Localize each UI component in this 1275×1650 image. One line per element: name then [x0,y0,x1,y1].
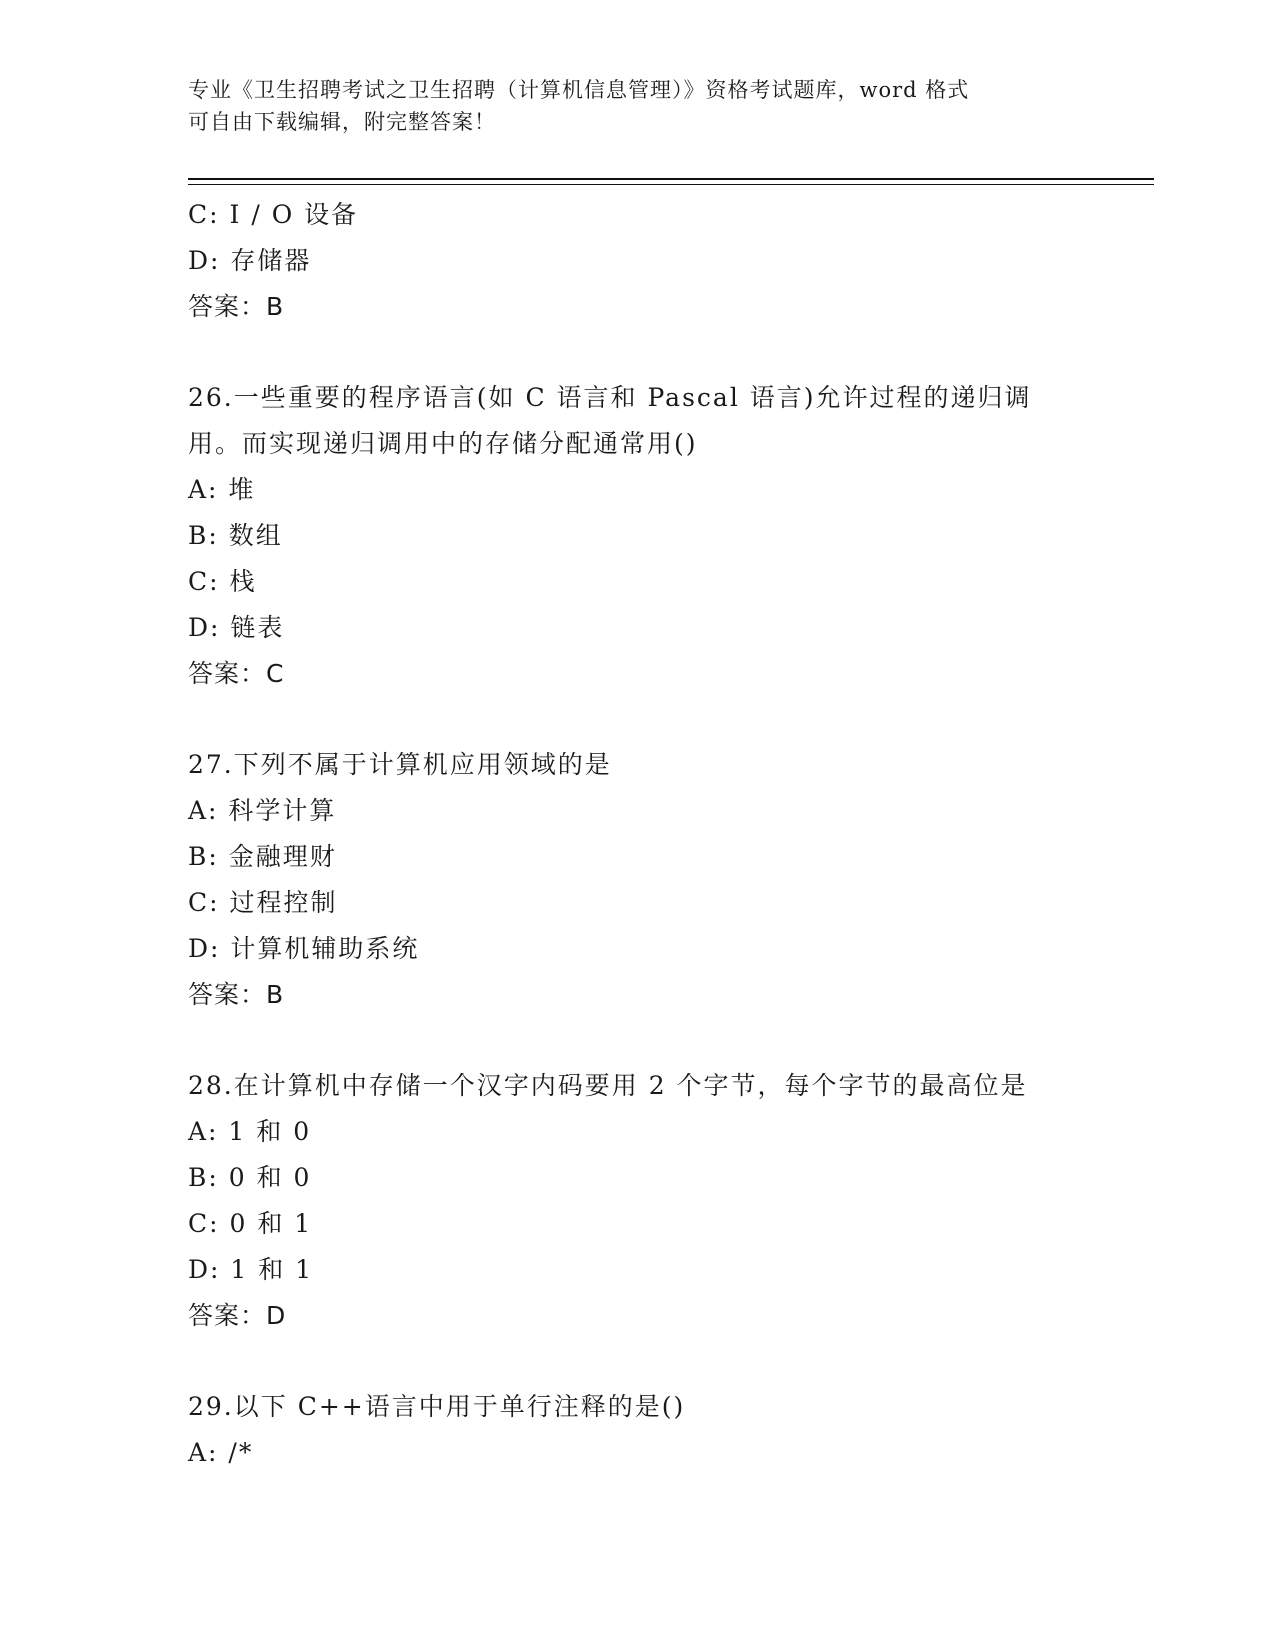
question-list [188,192,1088,1476]
question-29 [188,1384,1088,1476]
spacer [188,1018,1088,1063]
option-b: B: 0 和 0 [188,1163,312,1192]
question-26 [188,375,1088,697]
option-a: A: 堆 [188,475,256,504]
answer-line: 答案：C [188,659,285,688]
question-stem: 29.以下 C++语言中用于单行注释的是() [188,1392,686,1421]
header-divider [188,178,1154,185]
answer-line: 答案：D [188,1301,287,1330]
page-header [188,74,1088,138]
header-line-2: 可自由下载编辑，附完整答案！ [188,110,496,134]
option-b: B: 金融理财 [188,842,337,871]
spacer [188,1339,1088,1384]
question-stem: 26.一些重要的程序语言(如 C 语言和 Pascal 语言)允许过程的递归调 [188,383,1032,412]
question-stem: 28.在计算机中存储一个汉字内码要用 2 个字节，每个字节的最高位是 [188,1071,1028,1100]
spacer [188,330,1088,375]
spacer [188,697,1088,742]
answer-line: 答案：B [188,980,285,1009]
question-stem: 27.下列不属于计算机应用领域的是 [188,750,612,779]
option-c: C: 0 和 1 [188,1209,313,1238]
option-d: D: 存储器 [188,246,312,275]
answer-line: 答案：B [188,292,285,321]
option-a: A: /* [188,1438,254,1467]
option-c: C: I / O 设备 [188,200,359,229]
option-d: D: 计算机辅助系统 [188,934,420,963]
question-stem: 用。而实现递归调用中的存储分配通常用() [188,429,698,458]
question-28 [188,1063,1088,1339]
question-25-continuation [188,192,1088,330]
option-b: B: 数组 [188,521,283,550]
option-c: C: 栈 [188,567,257,596]
question-27 [188,742,1088,1018]
option-d: D: 1 和 1 [188,1255,314,1284]
option-c: C: 过程控制 [188,888,338,917]
option-a: A: 1 和 0 [188,1117,312,1146]
option-d: D: 链表 [188,613,285,642]
header-line-1: 专业《卫生招聘考试之卫生招聘（计算机信息管理）》资格考试题库，word 格式 [188,78,970,102]
option-a: A: 科学计算 [188,796,337,825]
